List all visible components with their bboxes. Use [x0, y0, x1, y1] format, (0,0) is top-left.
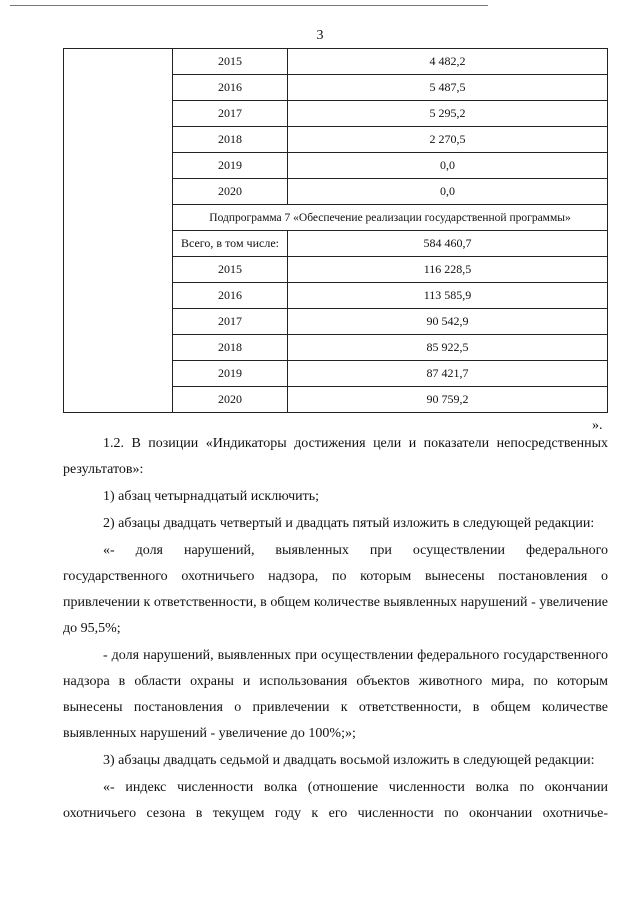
- value-cell: 2 270,5: [288, 127, 608, 153]
- year-cell: 2017: [173, 309, 288, 335]
- value-cell: 4 482,2: [288, 49, 608, 75]
- closing-quote: ».: [592, 418, 603, 433]
- year-cell: 2020: [173, 387, 288, 413]
- paragraph: 1) абзац четырнадцатый исключить;: [103, 489, 320, 504]
- year-cell: 2015: [173, 257, 288, 283]
- value-cell: 85 922,5: [288, 335, 608, 361]
- value-cell: 5 295,2: [288, 101, 608, 127]
- year-cell: 2019: [173, 153, 288, 179]
- value-cell: 5 487,5: [288, 75, 608, 101]
- total-label: Всего, в том числе:: [173, 231, 288, 257]
- value-cell: 90 759,2: [288, 387, 608, 413]
- paragraph: 2) абзацы двадцать четвертый и двадцать пятый изложить в следующей редакции:: [103, 516, 595, 531]
- year-cell: 2020: [173, 179, 288, 205]
- merged-left-cell: [64, 49, 173, 413]
- paragraph: «- индекс численности волка (отношение численности волка по окончании охотничьего сезона в текущем году к его численности по окончании охотничье-: [63, 780, 608, 821]
- year-cell: 2018: [173, 127, 288, 153]
- table-row: [64, 49, 608, 75]
- top-rule: [10, 5, 488, 6]
- value-cell: 0,0: [288, 179, 608, 205]
- value-cell: 113 585,9: [288, 283, 608, 309]
- year-cell: 2016: [173, 283, 288, 309]
- paragraph: 3) абзацы двадцать седьмой и двадцать восьмой изложить в следующей редакции:: [103, 753, 595, 768]
- paragraph: 1.2. В позиции «Индикаторы достижения цели и показатели непосредственных результатов»:: [63, 436, 608, 477]
- page-number: 3: [316, 28, 324, 43]
- body-text: [63, 431, 608, 827]
- year-cell: 2018: [173, 335, 288, 361]
- value-cell: 87 421,7: [288, 361, 608, 387]
- year-cell: 2015: [173, 49, 288, 75]
- value-cell: 90 542,9: [288, 309, 608, 335]
- subprogram-title: Подпрограмма 7 «Обеспечение реализации государственной программы»: [173, 205, 608, 231]
- value-cell: 0,0: [288, 153, 608, 179]
- paragraph: «- доля нарушений, выявленных при осуществлении федерального государственного охотничьего надзора, по которым вынесены постановления о привлечении к ответственности, в общем количестве выявленных нарушений - увеличение до 95,5%;: [63, 543, 608, 636]
- total-value: 584 460,7: [288, 231, 608, 257]
- funding-table: [63, 48, 608, 413]
- year-cell: 2017: [173, 101, 288, 127]
- year-cell: 2016: [173, 75, 288, 101]
- value-cell: 116 228,5: [288, 257, 608, 283]
- paragraph: - доля нарушений, выявленных при осуществлении федерального государственного надзора в области охраны и использования объектов животного мира, по которым вынесены постановления о привлечении к ответственности, в общем количестве выявленных нарушений - увеличение до 100%;»;: [63, 648, 608, 741]
- year-cell: 2019: [173, 361, 288, 387]
